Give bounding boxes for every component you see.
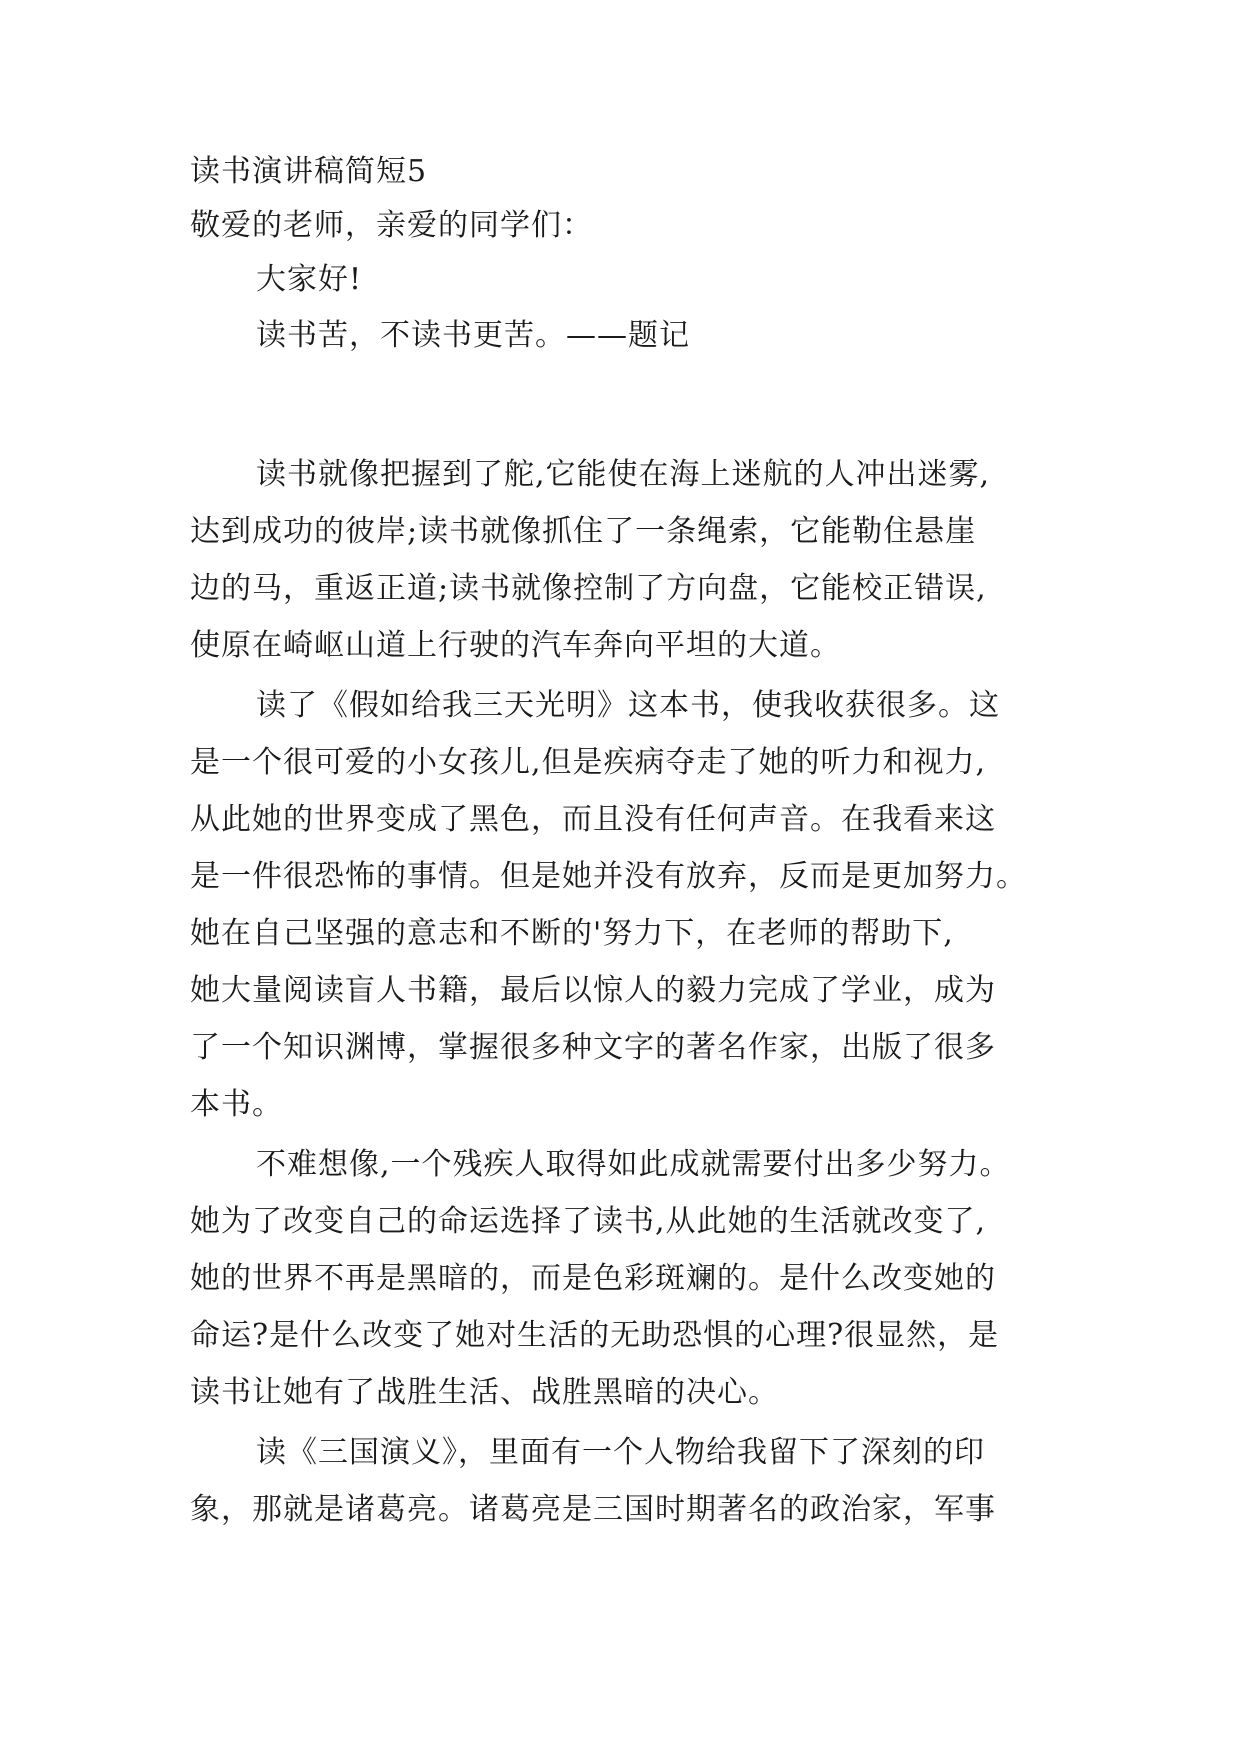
paragraph-line: 使原在崎岖山道上行驶的汽车奔向平坦的大道。 (190, 628, 841, 663)
paragraph-line: 读书让她有了战胜生活、战胜黑暗的决心。 (190, 1375, 779, 1410)
paragraph-line: 本书。 (190, 1087, 283, 1122)
paragraph-line: 她的世界不再是黑暗的，而是色彩斑斓的。是什么改变她的 (190, 1261, 996, 1296)
paragraph-line: 读书就像把握到了舵,它能使在海上迷航的人冲出迷雾, (256, 457, 991, 492)
paragraph-line: 边的马，重返正道;读书就像控制了方向盘，它能校正错误, (190, 571, 987, 606)
paragraph-line: 读《三国演义》，里面有一个人物给我留下了深刻的印 (256, 1435, 985, 1470)
paragraph-line: 是一个很可爱的小女孩儿,但是疾病夺走了她的听力和视力, (190, 745, 987, 780)
document-title: 读书演讲稿简短5 (190, 154, 428, 189)
paragraph-line: 从此她的世界变成了黑色，而且没有任何声音。在我看来这 (190, 802, 996, 837)
paragraph-line: 不难想像,一个残疾人取得如此成就需要付出多少努力。 (256, 1147, 1011, 1182)
paragraph-line: 她为了改变自己的命运选择了读书,从此她的生活就改变了, (190, 1204, 987, 1239)
paragraph-line: 她大量阅读盲人书籍，最后以惊人的毅力完成了学业，成为 (190, 973, 996, 1008)
salutation: 敬爱的老师，亲爱的同学们： (190, 208, 593, 243)
paragraph-line: 她在自己坚强的意志和不断的'努力下，在老师的帮助下, (190, 916, 954, 951)
paragraph-line: 达到成功的彼岸;读书就像抓住了一条绳索，它能勒住悬崖 (190, 514, 977, 549)
paragraph-line: 了一个知识渊博，掌握很多种文字的著名作家，出版了很多 (190, 1030, 996, 1065)
paragraph-line: 命运?是什么改变了她对生活的无助恐惧的心理?很显然，是 (190, 1318, 1000, 1353)
paragraph-line: 是一件很恐怖的事情。但是她并没有放弃，反而是更加努力。 (190, 859, 1027, 894)
greeting: 大家好! (256, 262, 363, 297)
epigraph: 读书苦，不读书更苦。——题记 (256, 318, 690, 353)
paragraph-line: 读了《假如给我三天光明》这本书，使我收获很多。这 (256, 688, 1000, 723)
paragraph-line: 象，那就是诸葛亮。诸葛亮是三国时期著名的政治家，军事 (190, 1492, 996, 1527)
